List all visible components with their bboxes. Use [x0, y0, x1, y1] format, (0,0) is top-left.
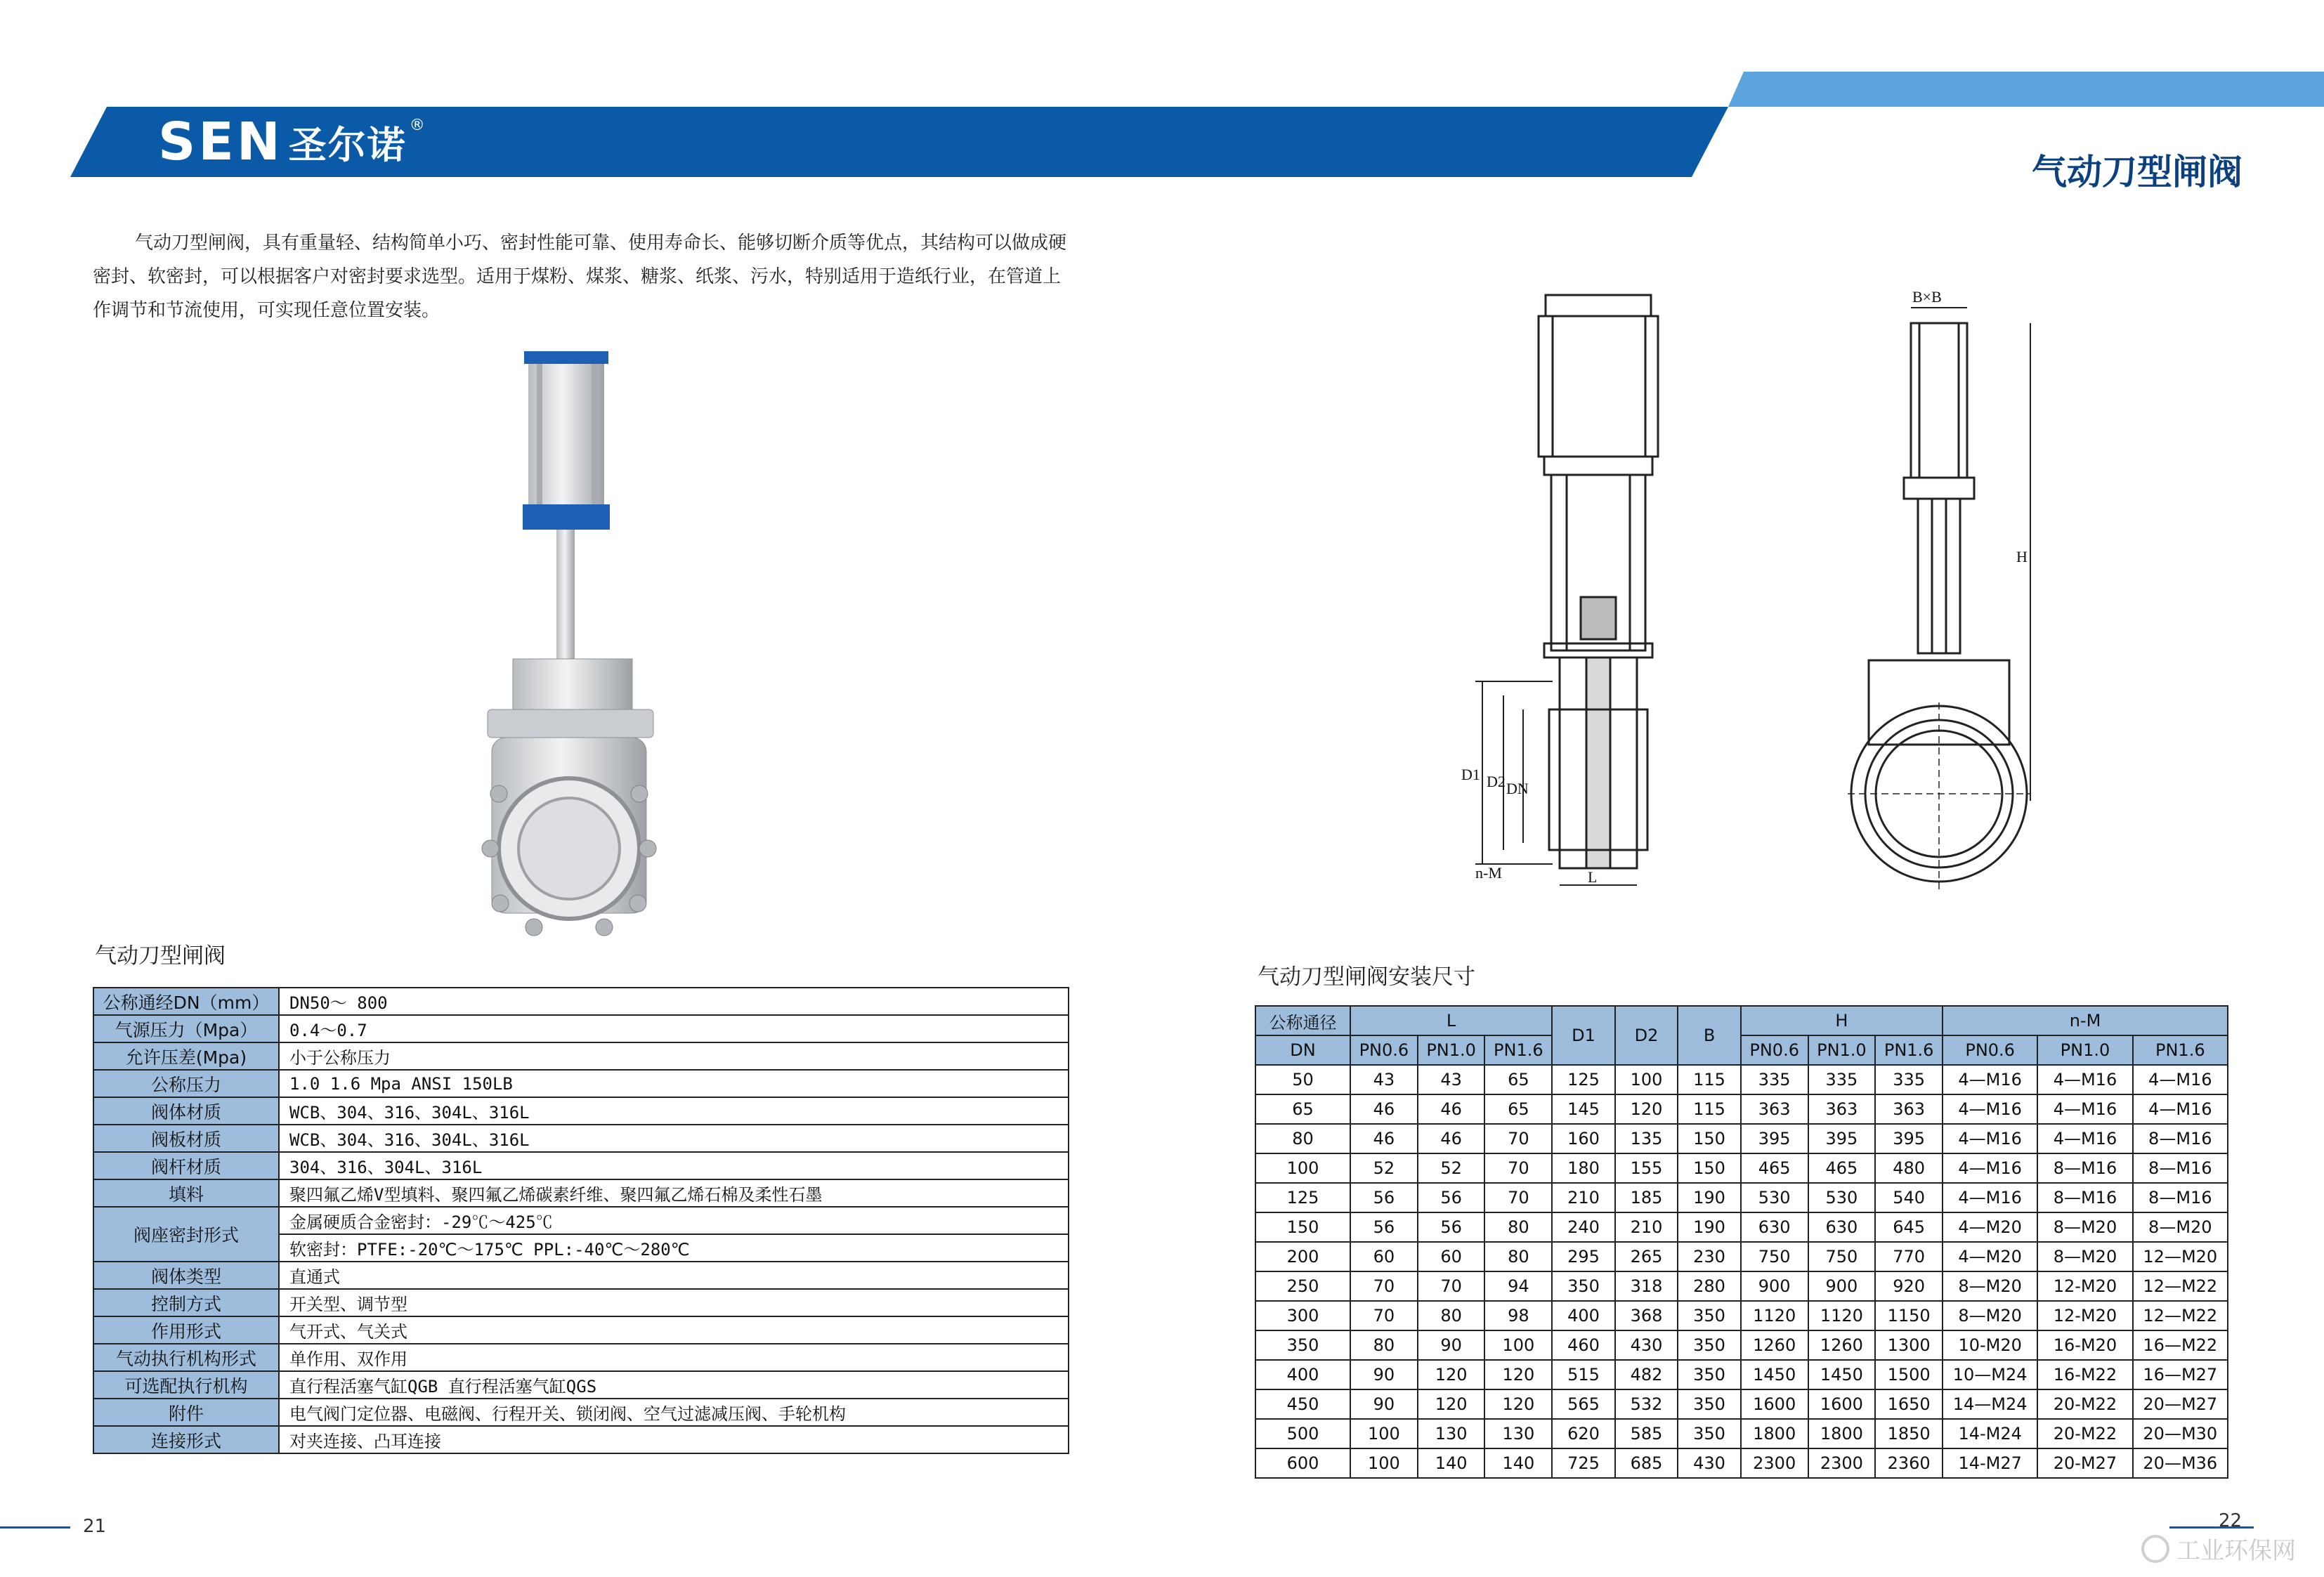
table-row: [1255, 1183, 2228, 1212]
table-cell: 630: [1741, 1212, 1808, 1242]
table-cell: 4—M16: [2133, 1094, 2228, 1124]
table-row: [1255, 1153, 2228, 1183]
table-row: 阀座密封形式 金属硬质合金密封：-29℃～425℃: [93, 1207, 1069, 1234]
table-row: [1255, 1419, 2228, 1448]
watermark: [2141, 1531, 2296, 1566]
table-cell: 363: [1875, 1094, 1943, 1124]
table-cell: 90: [1350, 1389, 1418, 1419]
dimension-table-body: [1255, 1065, 2228, 1478]
logo-latin: SEN: [158, 112, 283, 172]
table-row: 作用形式 气开式、气关式: [93, 1316, 1069, 1344]
table-cell: 350: [1678, 1389, 1741, 1419]
table-cell: 1800: [1808, 1419, 1876, 1448]
table-cell: 155: [1615, 1153, 1678, 1183]
table-cell: 335: [1875, 1065, 1943, 1094]
table-row: [1255, 1094, 2228, 1124]
brand-logo: [158, 114, 425, 170]
table-cell: 600: [1255, 1448, 1350, 1478]
table-cell: 52: [1418, 1153, 1485, 1183]
page-title: 气动刀型闸阀: [2032, 152, 2243, 192]
col-d2: D2: [1615, 1006, 1678, 1065]
table-cell: 20-M22: [2037, 1389, 2132, 1419]
table-row: 软密封：PTFE:-20℃～175℃ PPL:-40℃～280℃: [93, 1234, 1069, 1262]
table-row: 附件 电气阀门定位器、电磁阀、行程开关、锁闭阀、空气过滤减压阀、手轮机构: [93, 1399, 1069, 1426]
table-cell: 1650: [1875, 1389, 1943, 1419]
table-cell: 4—M16: [1943, 1065, 2037, 1094]
table-cell: 65: [1255, 1094, 1350, 1124]
table-cell: 530: [1808, 1183, 1876, 1212]
table-row: 允许压差(Mpa) 小于公称压力: [93, 1042, 1069, 1070]
table-cell: 585: [1615, 1419, 1678, 1448]
table-cell: 465: [1808, 1153, 1876, 1183]
label-dn: DN: [1506, 780, 1529, 797]
col-b: B: [1678, 1006, 1741, 1065]
table-cell: 1850: [1875, 1419, 1943, 1448]
table-cell: 1600: [1808, 1389, 1876, 1419]
table-cell: 20—M27: [2133, 1389, 2228, 1419]
watermark-text: 工业环保网: [2176, 1537, 2296, 1565]
table-cell: 8—M16: [2037, 1183, 2132, 1212]
header-row: DN PN0.6 PN1.0 PN1.6 PN0.6 PN1.0 PN1.6 PN0.6 PN1.0 PN1.6: [1255, 1035, 2228, 1065]
table-row: 连接形式 对夹连接、凸耳连接: [93, 1426, 1069, 1453]
table-cell: 350: [1255, 1330, 1350, 1360]
table-cell: 4—M16: [2037, 1065, 2132, 1094]
table-cell: 363: [1808, 1094, 1876, 1124]
table-row: [1255, 1124, 2228, 1153]
table-cell: 900: [1741, 1271, 1808, 1301]
logo-chinese: 圣尔诺: [288, 122, 407, 167]
col-nm: n-M: [1943, 1006, 2228, 1035]
table-cell: 8—M20: [2037, 1242, 2132, 1271]
table-cell: 14—M24: [1943, 1389, 2037, 1419]
table-cell: 125: [1552, 1065, 1615, 1094]
table-cell: 12—M22: [2133, 1271, 2228, 1301]
table-cell: 1300: [1875, 1330, 1943, 1360]
table-cell: 335: [1808, 1065, 1876, 1094]
table-cell: 1500: [1875, 1360, 1943, 1389]
table-cell: 120: [1484, 1389, 1552, 1419]
table-cell: 482: [1615, 1360, 1678, 1389]
table-cell: 70: [1484, 1124, 1552, 1153]
table-cell: 80: [1350, 1330, 1418, 1360]
header-accent-band: [1728, 72, 2324, 107]
table-cell: 65: [1484, 1094, 1552, 1124]
table-row: [1255, 1065, 2228, 1094]
table-cell: 4—M16: [2037, 1094, 2132, 1124]
table-cell: 80: [1484, 1242, 1552, 1271]
table-cell: 350: [1678, 1419, 1741, 1448]
table-cell: 120: [1418, 1389, 1485, 1419]
table-cell: 120: [1484, 1360, 1552, 1389]
table-cell: 70: [1418, 1271, 1485, 1301]
table-cell: 190: [1678, 1183, 1741, 1212]
spec-table-caption: 气动刀型闸阀: [95, 943, 226, 969]
label-l: L: [1588, 868, 1598, 886]
table-cell: 8—M20: [1943, 1301, 2037, 1330]
table-cell: 1150: [1875, 1301, 1943, 1330]
table-cell: 80: [1418, 1301, 1485, 1330]
table-cell: 1120: [1808, 1301, 1876, 1330]
table-cell: 100: [1484, 1330, 1552, 1360]
table-row: 填料 聚四氟乙烯V型填料、聚四氟乙烯碳素纤维、聚四氟乙烯石棉及柔性石墨: [93, 1179, 1069, 1207]
table-row: [1255, 1330, 2228, 1360]
label-nm: n-M: [1475, 864, 1502, 882]
table-cell: 8—M16: [2133, 1153, 2228, 1183]
table-cell: 630: [1808, 1212, 1876, 1242]
col-h: H: [1741, 1006, 1943, 1035]
table-row: 阀体类型 直通式: [93, 1262, 1069, 1289]
table-cell: 1450: [1741, 1360, 1808, 1389]
intro-paragraph: 气动刀型闸阀，具有重量轻、结构简单小巧、密封性能可靠、使用寿命长、能够切断介质等优点，其结构可以做成硬密封、软密封，可以根据客户对密封要求选型。适用于煤粉、煤浆、糖浆、纸浆、污水，特别适用于造纸行业，在管道上作调节和节流使用，可实现任意位置安装。: [93, 233, 1067, 321]
table-row: 气动执行机构形式 单作用、双作用: [93, 1344, 1069, 1371]
table-cell: 115: [1678, 1065, 1741, 1094]
table-row: 阀杆材质 304、316、304L、316L: [93, 1152, 1069, 1179]
table-cell: 130: [1418, 1419, 1485, 1448]
watermark-logo-icon: [2141, 1535, 2169, 1563]
table-cell: 8—M20: [1943, 1271, 2037, 1301]
table-cell: 56: [1350, 1183, 1418, 1212]
table-cell: 295: [1552, 1242, 1615, 1271]
table-cell: 395: [1741, 1124, 1808, 1153]
table-cell: 43: [1418, 1065, 1485, 1094]
registered-mark: ®: [409, 117, 425, 134]
table-cell: 90: [1418, 1330, 1485, 1360]
table-row: 阀体材质 WCB、304、316、304L、316L: [93, 1097, 1069, 1125]
table-cell: 4—M16: [1943, 1094, 2037, 1124]
table-row: 气源压力（Mpa） 0.4～0.7: [93, 1015, 1069, 1042]
table-cell: 1800: [1741, 1419, 1808, 1448]
table-cell: 685: [1615, 1448, 1678, 1478]
table-cell: 185: [1615, 1183, 1678, 1212]
table-cell: 16—M27: [2133, 1360, 2228, 1389]
table-cell: 1120: [1741, 1301, 1808, 1330]
table-cell: 20—M30: [2133, 1419, 2228, 1448]
table-cell: 300: [1255, 1301, 1350, 1330]
table-row: 阀板材质 WCB、304、316、304L、316L: [93, 1125, 1069, 1152]
table-row: [1255, 1301, 2228, 1330]
table-cell: 335: [1741, 1065, 1808, 1094]
table-cell: 2360: [1875, 1448, 1943, 1478]
table-cell: 80: [1255, 1124, 1350, 1153]
page-number-left: 21: [83, 1516, 107, 1537]
table-cell: 150: [1678, 1153, 1741, 1183]
table-cell: 350: [1552, 1271, 1615, 1301]
table-cell: 56: [1418, 1183, 1485, 1212]
table-cell: 363: [1741, 1094, 1808, 1124]
table-cell: 65: [1484, 1065, 1552, 1094]
table-cell: 395: [1875, 1124, 1943, 1153]
table-row: 可选配执行机构 直行程活塞气缸QGB 直行程活塞气缸QGS: [93, 1371, 1069, 1399]
table-cell: 20—M36: [2133, 1448, 2228, 1478]
table-row: 公称压力 1.0 1.6 Mpa ANSI 150LB: [93, 1070, 1069, 1097]
table-row: 控制方式 开关型、调节型: [93, 1289, 1069, 1316]
table-cell: 70: [1484, 1153, 1552, 1183]
table-cell: 430: [1678, 1448, 1741, 1478]
footer-rule-left: [0, 1526, 70, 1529]
table-cell: 150: [1255, 1212, 1350, 1242]
table-cell: 56: [1418, 1212, 1485, 1242]
table-cell: 56: [1350, 1212, 1418, 1242]
table-cell: 480: [1875, 1153, 1943, 1183]
table-cell: 500: [1255, 1419, 1350, 1448]
table-cell: 4—M16: [1943, 1124, 2037, 1153]
label-h: H: [2016, 548, 2028, 565]
table-cell: 140: [1484, 1448, 1552, 1478]
table-cell: 4—M16: [1943, 1153, 2037, 1183]
table-cell: 395: [1808, 1124, 1876, 1153]
product-photo: [478, 344, 667, 955]
table-cell: 530: [1741, 1183, 1808, 1212]
table-cell: 46: [1418, 1094, 1485, 1124]
table-cell: 210: [1552, 1183, 1615, 1212]
table-cell: 465: [1741, 1153, 1808, 1183]
table-row: [1255, 1242, 2228, 1271]
table-cell: 125: [1255, 1183, 1350, 1212]
label-d2: D2: [1487, 773, 1506, 790]
table-cell: 280: [1678, 1271, 1741, 1301]
table-cell: 318: [1615, 1271, 1678, 1301]
table-cell: 70: [1350, 1301, 1418, 1330]
label-d1: D1: [1461, 766, 1480, 783]
col-l: L: [1350, 1006, 1552, 1035]
table-cell: 16-M22: [2037, 1360, 2132, 1389]
table-cell: 100: [1255, 1153, 1350, 1183]
table-cell: 8—M20: [2133, 1212, 2228, 1242]
table-cell: 4—M20: [1943, 1242, 2037, 1271]
table-cell: 532: [1615, 1389, 1678, 1419]
table-cell: 725: [1552, 1448, 1615, 1478]
col-d1: D1: [1552, 1006, 1615, 1065]
table-cell: 460: [1552, 1330, 1615, 1360]
table-cell: 350: [1678, 1360, 1741, 1389]
table-cell: 12—M22: [2133, 1301, 2228, 1330]
table-cell: 1600: [1741, 1389, 1808, 1419]
table-cell: 135: [1615, 1124, 1678, 1153]
table-cell: 10-M20: [1943, 1330, 2037, 1360]
table-cell: 240: [1552, 1212, 1615, 1242]
table-cell: 80: [1484, 1212, 1552, 1242]
table-row: [1255, 1271, 2228, 1301]
table-cell: 565: [1552, 1389, 1615, 1419]
table-cell: 90: [1350, 1360, 1418, 1389]
table-cell: 350: [1678, 1330, 1741, 1360]
table-cell: 120: [1615, 1094, 1678, 1124]
table-cell: 10—M24: [1943, 1360, 2037, 1389]
table-cell: 70: [1484, 1183, 1552, 1212]
table-cell: 43: [1350, 1065, 1418, 1094]
table-row: 公称通经DN（mm） DN50～ 800: [93, 988, 1069, 1015]
table-cell: 540: [1875, 1183, 1943, 1212]
dimension-table: [1255, 1005, 2228, 1479]
table-cell: 2300: [1808, 1448, 1876, 1478]
table-cell: 140: [1418, 1448, 1485, 1478]
table-cell: 4—M16: [2037, 1124, 2132, 1153]
table-cell: 368: [1615, 1301, 1678, 1330]
table-cell: 98: [1484, 1301, 1552, 1330]
table-cell: 750: [1741, 1242, 1808, 1271]
table-cell: 20-M22: [2037, 1419, 2132, 1448]
col-dn-top: 公称通径: [1255, 1006, 1350, 1035]
table-row: [1255, 1448, 2228, 1478]
table-cell: 645: [1875, 1212, 1943, 1242]
header-row: [1255, 1006, 2228, 1035]
table-cell: 400: [1552, 1301, 1615, 1330]
table-cell: 400: [1255, 1360, 1350, 1389]
col-dn-bottom: DN: [1255, 1035, 1350, 1065]
table-cell: 12—M20: [2133, 1242, 2228, 1271]
table-cell: 12-M20: [2037, 1301, 2132, 1330]
table-cell: 94: [1484, 1271, 1552, 1301]
table-cell: 60: [1418, 1242, 1485, 1271]
table-cell: 515: [1552, 1360, 1615, 1389]
table-cell: 1260: [1741, 1330, 1808, 1360]
table-cell: 130: [1484, 1419, 1552, 1448]
table-cell: 4—M16: [1943, 1183, 2037, 1212]
table-cell: 450: [1255, 1389, 1350, 1419]
table-cell: 16—M22: [2133, 1330, 2228, 1360]
table-cell: 8—M16: [2133, 1124, 2228, 1153]
table-cell: 100: [1350, 1419, 1418, 1448]
table-cell: 150: [1678, 1124, 1741, 1153]
table-cell: 430: [1615, 1330, 1678, 1360]
table-cell: 750: [1808, 1242, 1876, 1271]
table-cell: 60: [1350, 1242, 1418, 1271]
side-view-drawing: [1461, 288, 1700, 906]
table-cell: 46: [1350, 1124, 1418, 1153]
table-cell: 200: [1255, 1242, 1350, 1271]
table-cell: 14-M27: [1943, 1448, 2037, 1478]
dimension-table-caption: 气动刀型闸阀安装尺寸: [1258, 964, 1475, 990]
page-number-right: 22: [2219, 1510, 2243, 1531]
table-row: [1255, 1360, 2228, 1389]
table-cell: 8—M16: [2037, 1153, 2132, 1183]
table-cell: 900: [1808, 1271, 1876, 1301]
front-view-drawing: [1841, 281, 2108, 906]
table-cell: 100: [1615, 1065, 1678, 1094]
table-cell: 2300: [1741, 1448, 1808, 1478]
table-cell: 8—M20: [2037, 1212, 2132, 1242]
table-cell: 250: [1255, 1271, 1350, 1301]
table-cell: 115: [1678, 1094, 1741, 1124]
table-cell: 100: [1350, 1448, 1418, 1478]
table-cell: 770: [1875, 1242, 1943, 1271]
table-cell: 8—M16: [2133, 1183, 2228, 1212]
table-cell: 12-M20: [2037, 1271, 2132, 1301]
table-cell: 230: [1678, 1242, 1741, 1271]
table-cell: 70: [1350, 1271, 1418, 1301]
spec-table: [93, 987, 1069, 1454]
table-cell: 52: [1350, 1153, 1418, 1183]
table-cell: 4—M20: [1943, 1212, 2037, 1242]
table-cell: 350: [1678, 1301, 1741, 1330]
table-cell: 265: [1615, 1242, 1678, 1271]
table-cell: 1450: [1808, 1360, 1876, 1389]
table-cell: 180: [1552, 1153, 1615, 1183]
table-cell: 145: [1552, 1094, 1615, 1124]
table-cell: 620: [1552, 1419, 1615, 1448]
table-cell: 46: [1350, 1094, 1418, 1124]
label-bxb: B×B: [1912, 288, 1942, 306]
table-cell: 4—M16: [2133, 1065, 2228, 1094]
table-row: [1255, 1212, 2228, 1242]
table-cell: 46: [1418, 1124, 1485, 1153]
table-cell: 16-M20: [2037, 1330, 2132, 1360]
table-cell: 210: [1615, 1212, 1678, 1242]
table-cell: 14-M24: [1943, 1419, 2037, 1448]
table-cell: 20-M27: [2037, 1448, 2132, 1478]
table-cell: 50: [1255, 1065, 1350, 1094]
table-cell: 920: [1875, 1271, 1943, 1301]
table-cell: 160: [1552, 1124, 1615, 1153]
table-row: [1255, 1389, 2228, 1419]
table-cell: 120: [1418, 1360, 1485, 1389]
table-cell: 190: [1678, 1212, 1741, 1242]
table-cell: 1260: [1808, 1330, 1876, 1360]
